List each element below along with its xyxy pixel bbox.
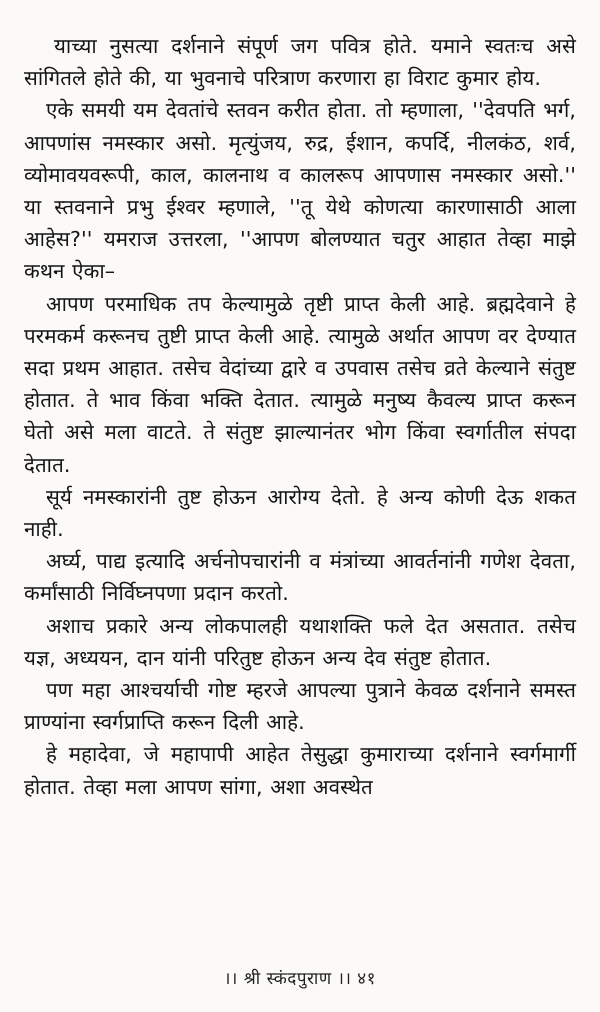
paragraph-2: एके समयी यम देवतांचे स्तवन करीत होता. तो म्हणाला, ''देवपति भर्ग, आपणांस नमस्कार असो. मृत्युंजय, रुद्र, ईशान, कपर्दि, नीलकंठ, शर्व, व्योमावयवरूपी, काल, कालनाथ व कालरूप आपणास नमस्कार असो.'' या स्तवनाने प्रभु ईश्वर म्हणाले, ''तू येथे कोणत्या कारणासाठी आला आहेस?'' यमराज उत्तरला, ''आपण बोलण्यात चतुर आहात तेव्हा माझे कथन ऐका– [24, 98, 576, 284]
paragraph-1: याच्या नुसत्या दर्शनाने संपूर्ण जग पवित्र होते. यमाने स्वतःच असे सांगितले होते की, या भुवनाचे परित्राण करणारा हा विराट कुमार होय. [24, 34, 576, 91]
paragraph-4: सूर्य नमस्कारांनी तुष्ट होऊन आरोग्य देतो. हे अन्य कोणी देऊ शकत नाही. [24, 484, 576, 542]
page-footer: ।। श्री स्कंदपुराण ।। ४१ [223, 969, 376, 989]
page-body [24, 30, 576, 803]
paragraph-3: आपण परमाधिक तप केल्यामुळे तृष्टी प्राप्त केली आहे. ब्रह्मदेवाने हे परमकर्म करूनच तुष्टी प्राप्त केली आहे. त्यामुळे अर्थात आपण वर देण्यात सदा प्रथम आहात. तसेच वेदांच्या द्वारे व उपवास तसेच व्रते केल्याने संतुष्ट होतात. ते भाव किंवा भक्ति देतात. त्यामुळे मनुष्य कैवल्य प्राप्त करून घेतो असे मला वाटते. ते संतुष्ट झाल्यानंतर भोग किंवा स्वर्गातील संपदा देतात. [24, 291, 576, 477]
paragraph-8: हे महादेवा, जे महापापी आहेत तेसुद्धा कुमाराच्या दर्शनाने स्वर्गमार्गी होतात. तेव्हा मला आपण सांगा, अशा अवस्थेत [24, 742, 576, 799]
paragraph-7: पण महा आश्चर्याची गोष्ट म्हरजे आपल्या पुत्राने केवळ दर्शनाने समस्त प्राण्यांना स्वर्गप्राप्ति करून दिली आहे. [24, 678, 576, 735]
paragraph-6: अशाच प्रकारे अन्य लोकपालही यथाशक्ति फले देत असतात. तसेच यज्ञ, अध्ययन, दान यांनी परितुष्ट होऊन अन्य देव संतुष्ट होतात. [24, 613, 576, 670]
paragraph-5: अर्घ्य, पाद्य इत्यादि अर्चनोपचारांनी व मंत्रांच्या आवर्तनांनी गणेश देवता, कर्मांसाठी निर्विघ्नपणा प्रदान करतो. [24, 549, 576, 606]
